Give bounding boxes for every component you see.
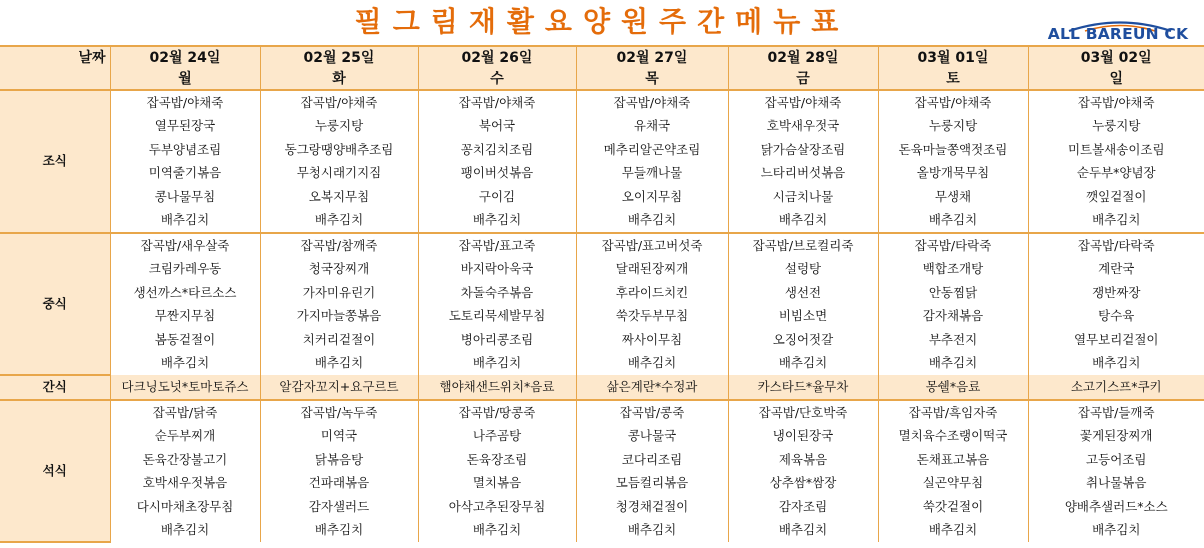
menu-row xyxy=(0,233,1204,258)
menu-cell: 계란국 xyxy=(1098,261,1135,276)
menu-cell: 달래된장찌개 xyxy=(576,258,728,282)
menu-cell: 모듬컬리볶음 xyxy=(576,472,728,496)
menu-cell: 느타리버섯볶음 xyxy=(728,162,878,186)
menu-cell: 설렁탕 xyxy=(728,258,878,282)
menu-cell: 깻잎겉절이 xyxy=(1086,188,1147,204)
header-weekday-row xyxy=(0,68,1204,90)
menu-row xyxy=(0,281,1204,305)
menu-cell: 아삭고추된장무침 xyxy=(418,495,576,519)
day-date: 02월 24일 xyxy=(110,46,260,68)
menu-cell: 상추쌈*쌈장 xyxy=(728,472,878,496)
menu-cell: 배추김치 xyxy=(260,209,418,234)
menu-cell: 두부양념조림 xyxy=(110,138,260,162)
menu-row xyxy=(0,185,1204,209)
menu-cell: 잡곡밥/콩죽 xyxy=(576,400,728,425)
menu-cell: 닭가슴살장조림 xyxy=(728,138,878,162)
menu-cell: 닭볶음탕 xyxy=(260,448,418,472)
menu-cell: 잡곡밥/야채죽 xyxy=(260,90,418,115)
snack-row xyxy=(0,375,1204,400)
menu-row xyxy=(0,448,1204,472)
breakfast-section xyxy=(0,90,1204,233)
menu-cell: 크림카레우동 xyxy=(110,258,260,282)
menu-cell: 비빔소면 xyxy=(728,305,878,329)
menu-cell: 북어국 xyxy=(418,115,576,139)
menu-cell: 미역줄기볶음 xyxy=(110,162,260,186)
menu-cell: 무들깨나물 xyxy=(576,162,728,186)
menu-cell: 누룽지탕 xyxy=(1092,118,1141,133)
menu-row xyxy=(0,495,1204,519)
menu-cell: 팽이버섯볶음 xyxy=(418,162,576,186)
menu-cell: 돈육장조림 xyxy=(418,448,576,472)
menu-cell: 잡곡밥/표고죽 xyxy=(418,233,576,258)
menu-cell: 누룽지탕 xyxy=(878,115,1028,139)
menu-row xyxy=(0,115,1204,139)
menu-row xyxy=(0,352,1204,376)
day-date: 02월 26일 xyxy=(418,46,576,68)
menu-cell: 배추김치 xyxy=(260,352,418,376)
menu-cell: 호박새우젓볶음 xyxy=(110,472,260,496)
menu-cell: 메추리알곤약조림 xyxy=(576,138,728,162)
menu-cell: 배추김치 xyxy=(110,352,260,376)
menu-cell: 취나물볶음 xyxy=(1086,475,1147,490)
menu-cell: 알감자꼬지+요구르트 xyxy=(260,375,418,400)
menu-cell: 치커리겉절이 xyxy=(260,328,418,352)
brand-logo xyxy=(1043,18,1193,46)
dinner-section xyxy=(0,400,1204,542)
menu-cell: 열무된장국 xyxy=(110,115,260,139)
menu-cell: 잡곡밥/닭죽 xyxy=(110,400,260,425)
menu-cell: 누룽지탕 xyxy=(260,115,418,139)
menu-cell: 올방개묵무침 xyxy=(878,162,1028,186)
menu-row xyxy=(0,400,1204,425)
menu-cell: 잡곡밥/단호박죽 xyxy=(728,400,878,425)
menu-cell: 가지마늘쫑볶음 xyxy=(260,305,418,329)
menu-cell: 잡곡밥/타락죽 xyxy=(1077,237,1155,253)
menu-cell: 돈채표고볶음 xyxy=(878,448,1028,472)
menu-cell: 순두부*양념장 xyxy=(1076,165,1156,180)
menu-cell: 생선전 xyxy=(728,281,878,305)
menu-cell: 냉이된장국 xyxy=(728,425,878,449)
menu-cell: 구이김 xyxy=(418,185,576,209)
menu-cell: 배추김치 xyxy=(576,352,728,376)
menu-cell: 병아리콩조림 xyxy=(418,328,576,352)
menu-cell: 배추김치 xyxy=(878,352,1028,376)
menu-cell: 잡곡밥/야채죽 xyxy=(1077,94,1155,110)
breakfast-label: 조식 xyxy=(0,90,110,233)
menu-cell: 가자미유린기 xyxy=(260,281,418,305)
menu-row xyxy=(0,519,1204,543)
menu-cell: 꽁치김치조림 xyxy=(418,138,576,162)
menu-cell: 잡곡밥/표고버섯죽 xyxy=(576,233,728,258)
menu-cell: 배추김치 xyxy=(576,519,728,543)
menu-cell: 배추김치 xyxy=(878,519,1028,543)
day-date: 03월 02일 xyxy=(1028,46,1204,68)
menu-cell: 탕수육 xyxy=(1098,308,1135,323)
menu-row xyxy=(0,258,1204,282)
menu-cell: 카스타드*율무차 xyxy=(728,375,878,400)
menu-cell: 배추김치 xyxy=(110,209,260,234)
menu-row xyxy=(0,472,1204,496)
menu-cell: 멸치육수조랭이떡국 xyxy=(878,425,1028,449)
menu-cell: 배추김치 xyxy=(1092,355,1141,370)
logo-text: ALL BAREUN CK xyxy=(1047,25,1189,43)
menu-cell: 배추김치 xyxy=(418,519,576,543)
menu-cell: 잡곡밥/흑임자죽 xyxy=(878,400,1028,425)
menu-cell: 잡곡밥/새우살죽 xyxy=(110,233,260,258)
menu-cell: 무생채 xyxy=(878,185,1028,209)
dinner-label: 석식 xyxy=(0,400,110,542)
menu-cell: 배추김치 xyxy=(728,209,878,234)
menu-cell: 배추김치 xyxy=(110,519,260,543)
menu-cell: 청경채겉절이 xyxy=(576,495,728,519)
menu-cell: 시금치나물 xyxy=(728,185,878,209)
menu-cell: 배추김치 xyxy=(728,519,878,543)
menu-cell: 배추김치 xyxy=(260,519,418,543)
menu-cell: 콩나물국 xyxy=(576,425,728,449)
menu-cell: 무청시래기지짐 xyxy=(260,162,418,186)
menu-cell: 미역국 xyxy=(260,425,418,449)
menu-cell: 배추김치 xyxy=(576,209,728,234)
menu-cell: 잡곡밥/야채죽 xyxy=(728,90,878,115)
menu-cell: 유채국 xyxy=(576,115,728,139)
menu-cell: 잡곡밥/야채죽 xyxy=(418,90,576,115)
menu-cell: 청국장찌개 xyxy=(260,258,418,282)
menu-cell: 후라이드치킨 xyxy=(576,281,728,305)
day-date: 02월 27일 xyxy=(576,46,728,68)
menu-cell: 미트볼새송이조림 xyxy=(1067,141,1165,157)
menu-cell: 멸치볶음 xyxy=(418,472,576,496)
menu-cell: 차돌숙주볶음 xyxy=(418,281,576,305)
menu-cell: 생선까스*타르소스 xyxy=(110,281,260,305)
menu-cell: 호박새우젓국 xyxy=(728,115,878,139)
day-weekday: 수 xyxy=(418,68,576,90)
menu-cell: 감자샐러드 xyxy=(260,495,418,519)
day-weekday: 화 xyxy=(260,68,418,90)
day-date: 03월 01일 xyxy=(878,46,1028,68)
menu-cell: 잡곡밥/들깨죽 xyxy=(1077,404,1155,420)
menu-cell: 삶은계란*수정과 xyxy=(576,375,728,400)
date-label: 날짜 xyxy=(0,46,110,68)
menu-cell: 잡곡밥/야채죽 xyxy=(110,90,260,115)
menu-cell: 다크닝도넛*토마토쥬스 xyxy=(110,375,260,400)
menu-cell: 꽃게된장찌개 xyxy=(1080,428,1153,443)
menu-cell: 짜사이무침 xyxy=(576,328,728,352)
menu-cell: 배추김치 xyxy=(1028,209,1204,234)
weekly-menu-table xyxy=(0,45,1204,543)
menu-cell: 열무보리겉절이 xyxy=(1073,331,1159,347)
menu-cell: 몽쉘*음료 xyxy=(878,375,1028,400)
header-corner xyxy=(0,68,110,90)
header-date-row xyxy=(0,46,1204,68)
menu-cell: 배추김치 xyxy=(728,352,878,376)
menu-row xyxy=(0,328,1204,352)
menu-row xyxy=(0,305,1204,329)
menu-cell: 제육볶음 xyxy=(728,448,878,472)
day-weekday: 토 xyxy=(878,68,1028,90)
menu-row xyxy=(0,425,1204,449)
menu-cell: 다시마채초장무침 xyxy=(110,495,260,519)
menu-cell: 양배추샐러드*소스 xyxy=(1064,498,1168,514)
day-weekday: 금 xyxy=(728,68,878,90)
day-weekday: 월 xyxy=(110,68,260,90)
menu-cell: 배추김치 xyxy=(418,209,576,234)
menu-cell: 건파래볶음 xyxy=(260,472,418,496)
menu-cell: 돈육마늘쫑액젓조림 xyxy=(878,138,1028,162)
snack-section xyxy=(0,375,1204,400)
menu-cell: 쟁반짜장 xyxy=(1092,284,1141,300)
menu-cell: 감자채볶음 xyxy=(878,305,1028,329)
menu-cell: 실곤약무침 xyxy=(878,472,1028,496)
lunch-section xyxy=(0,233,1204,375)
menu-cell: 오복지무침 xyxy=(260,185,418,209)
day-date: 02월 25일 xyxy=(260,46,418,68)
menu-cell: 소고기스프*쿠키 xyxy=(1028,375,1204,400)
menu-cell: 안동찜닭 xyxy=(878,281,1028,305)
menu-cell: 잡곡밥/땅콩죽 xyxy=(418,400,576,425)
menu-cell: 쑥갓두부무침 xyxy=(576,305,728,329)
menu-cell: 순두부찌개 xyxy=(110,425,260,449)
menu-cell: 오징어젓갈 xyxy=(728,328,878,352)
snack-label: 간식 xyxy=(0,375,110,400)
lunch-label: 중식 xyxy=(0,233,110,375)
menu-row xyxy=(0,138,1204,162)
menu-cell: 돈육간장불고기 xyxy=(110,448,260,472)
menu-cell: 동그랑땡양배추조림 xyxy=(260,138,418,162)
menu-cell: 쑥갓겉절이 xyxy=(878,495,1028,519)
menu-cell: 잡곡밥/야채죽 xyxy=(878,90,1028,115)
menu-cell: 배추김치 xyxy=(878,209,1028,234)
menu-cell: 햄야채샌드위치*음료 xyxy=(418,375,576,400)
menu-cell: 배추김치 xyxy=(418,352,576,376)
menu-cell: 부추전지 xyxy=(878,328,1028,352)
day-weekday: 목 xyxy=(576,68,728,90)
menu-cell: 잡곡밥/브로컬리죽 xyxy=(728,233,878,258)
menu-cell: 백합조개탕 xyxy=(878,258,1028,282)
menu-cell: 도토리묵세발무침 xyxy=(418,305,576,329)
menu-cell: 무짠지무침 xyxy=(110,305,260,329)
menu-cell: 콩나물무침 xyxy=(110,185,260,209)
menu-cell: 잡곡밥/타락죽 xyxy=(878,233,1028,258)
day-date: 02월 28일 xyxy=(728,46,878,68)
menu-cell: 배추김치 xyxy=(1092,522,1141,537)
menu-cell: 잡곡밥/참깨죽 xyxy=(260,233,418,258)
menu-cell: 오이지무침 xyxy=(576,185,728,209)
menu-row xyxy=(0,162,1204,186)
menu-cell: 나주곰탕 xyxy=(418,425,576,449)
menu-cell: 잡곡밥/녹두죽 xyxy=(260,400,418,425)
page-title: 필그림재활요양원주간메뉴표 xyxy=(354,5,850,38)
menu-row xyxy=(0,209,1204,234)
menu-cell: 코다리조림 xyxy=(576,448,728,472)
menu-row xyxy=(0,90,1204,115)
day-weekday: 일 xyxy=(1028,68,1204,90)
menu-cell: 바지락아욱국 xyxy=(418,258,576,282)
menu-cell: 감자조림 xyxy=(728,495,878,519)
menu-cell: 잡곡밥/야채죽 xyxy=(576,90,728,115)
menu-cell: 봄동겉절이 xyxy=(110,328,260,352)
menu-cell: 고등어조림 xyxy=(1086,451,1147,467)
